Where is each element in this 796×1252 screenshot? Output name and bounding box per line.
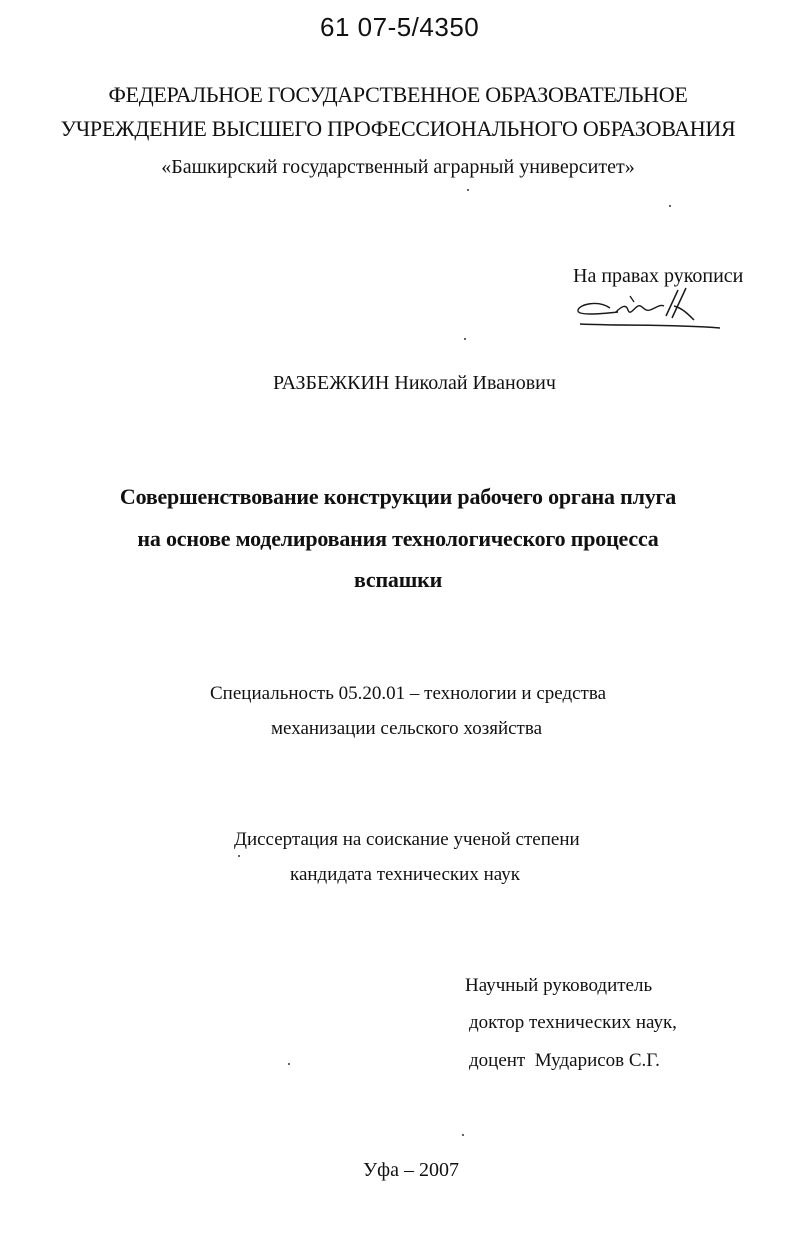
scan-speck [462, 1134, 464, 1136]
signature-image [570, 286, 730, 336]
specialty-line-1: Специальность 05.20.01 – технологии и средства [210, 683, 607, 704]
rights-label: На правах рукописи [573, 265, 744, 287]
org-line-2: УЧРЕЖДЕНИЕ ВЫСШЕГО ПРОФЕССИОНАЛЬНОГО ОБРАЗОВАНИЯ [60, 116, 736, 141]
org-line-1: ФЕДЕРАЛЬНОЕ ГОСУДАРСТВЕННОЕ ОБРАЗОВАТЕЛЬНОЕ [108, 82, 688, 107]
archive-code: 61 07-5/4350 [320, 12, 480, 42]
scan-speck [288, 1063, 290, 1065]
scan-speck [464, 338, 466, 340]
degree-line-1: Диссертация на соискание ученой степени [234, 829, 580, 850]
supervisor-label: Научный руководитель [465, 975, 653, 996]
degree-line-2: кандидата технических наук [290, 864, 520, 885]
scan-speck [669, 205, 671, 207]
title-line-1: Совершенствование конструкции рабочего органа плуга [119, 484, 677, 509]
title-line-2: на основе моделирования технологического процесса [137, 526, 659, 551]
scan-speck [467, 189, 469, 191]
city-year: Уфа – 2007 [363, 1159, 459, 1181]
scan-speck [238, 855, 240, 857]
specialty-line-2: механизации сельского хозяйства [271, 718, 543, 739]
supervisor-degree: доктор технических наук, [469, 1012, 677, 1033]
title-line-3: вспашки [353, 567, 443, 592]
supervisor-name: доцент Мударисов С.Г. [469, 1050, 660, 1071]
org-line-3: «Башкирский государственный аграрный университет» [161, 156, 635, 178]
author-name: РАЗБЕЖКИН Николай Иванович [273, 372, 556, 394]
